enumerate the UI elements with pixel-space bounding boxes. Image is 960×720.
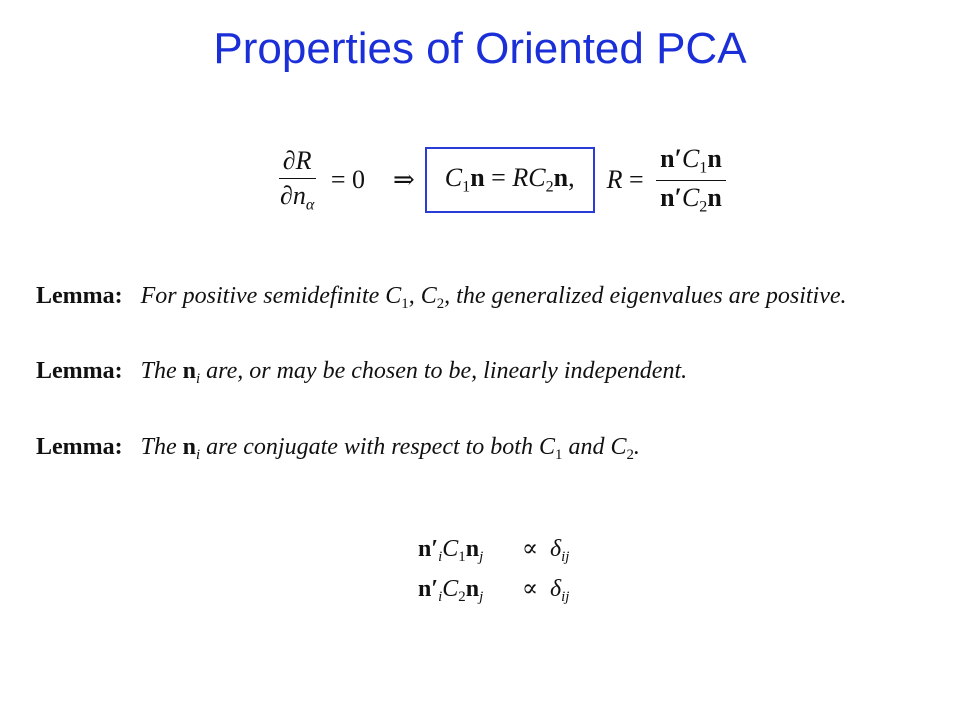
partial-derivative-fraction: $\frac{\partial R}{\partial n_\alpha}$: [280, 145, 315, 214]
lemma-label: Lemma:: [36, 434, 123, 460]
lemma-label: Lemma:: [36, 358, 123, 384]
conjugacy-equation-c2: $n'_iC_2n_j$ ∝ $\delta_{ij}$: [418, 576, 570, 606]
rayleigh-quotient-fraction: $\frac{n'C_1n}{n'C_2n}$: [656, 144, 726, 216]
generalized-eigen-equation-box: $C_1n = RC_2n$,: [425, 147, 595, 213]
slide-title: Properties of Oriented PCA: [213, 24, 747, 73]
lemma-positive-eigenvalues: [36, 283, 847, 313]
lemma-conjugacy: [36, 434, 640, 464]
lemma-linear-independence: [36, 358, 687, 388]
lemma-text: For positive semidefinite $C_1$, $C_2$, the generalized eigenvalues are positive.: [140, 283, 847, 313]
lemma-label: Lemma:: [36, 283, 123, 309]
implies-symbol: ⇒: [393, 165, 415, 194]
lemma-text: The $n_i$ are conjugate with respect to both $C_1$ and $C_2$.: [140, 434, 640, 464]
conjugacy-equation-c1: $n'_iC_1n_j$ ∝ $\delta_{ij}$: [418, 536, 570, 566]
stationarity-equation: $\frac{\partial R}{\partial n_\alpha}$ = 0 ⇒ $C_1n = RC_2n$, R = $\frac{n'C_1n}{n'C_2n}$: [270, 140, 732, 220]
lemma-text: The $n_i$ are, or may be chosen to be, linearly independent.: [140, 358, 688, 388]
